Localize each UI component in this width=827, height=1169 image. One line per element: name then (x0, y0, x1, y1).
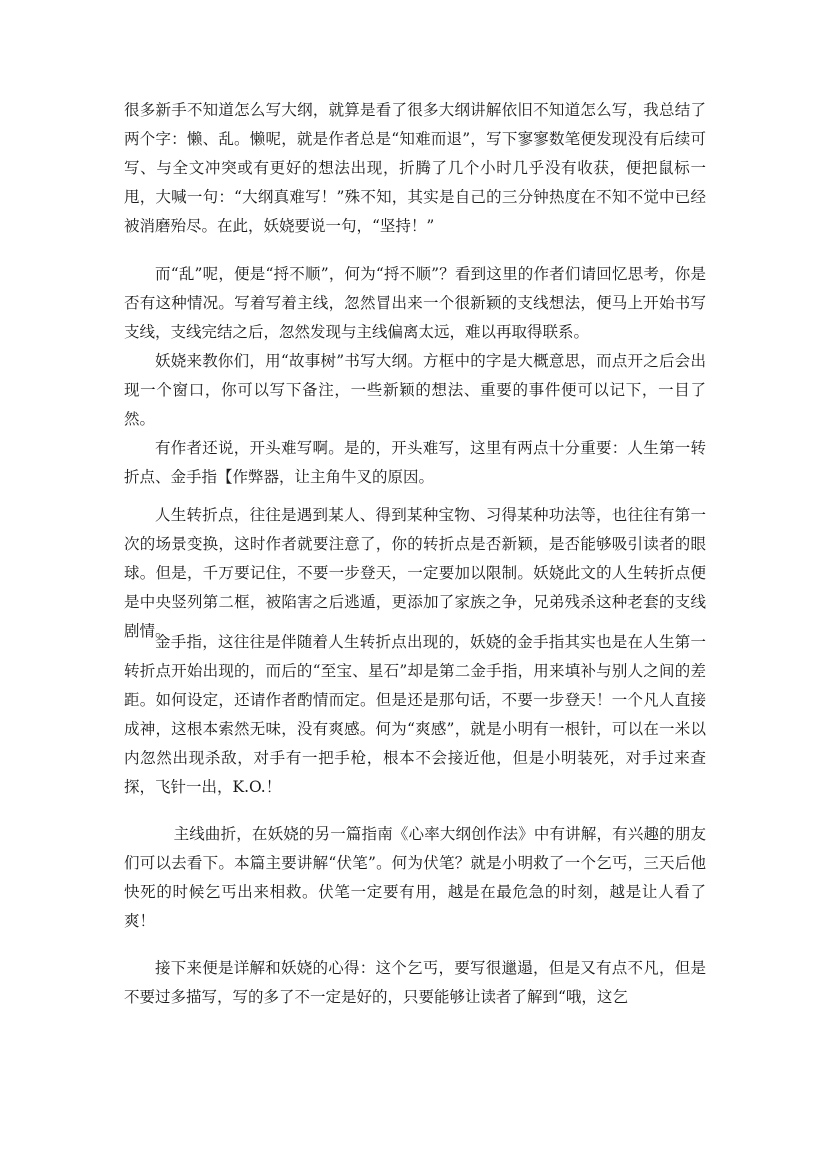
paragraph-intro: 很多新手不知道怎么写大纲，就算是看了很多大纲讲解依旧不知道怎么写，我总结了两个字：懒、乱。懒呢，就是作者总是“知难而退”，写下寥寥数笔便发现没有后续可写、与全文冲突或有更好的想法出现，折腾了几个小时几乎没有收获，便把鼠标一甩，大喊一句：“大纲真难写！”殊不知，其实是自己的三分钟热度在不知不觉中已经被消磨殆尽。在此，妖娆要说一句，“坚持！” (124, 101, 706, 235)
paragraph-disorder: 而“乱”呢，便是“捋不顺”，何为“捋不顺”？看到这里的作者们请回忆思考，你是否有这种情况。写着写着主线，忽然冒出来一个很新颖的支线想法，便马上开始书写支线，支线完结之后，忽然发现与主线偏离太远，难以再取得联系。 (124, 265, 706, 341)
paragraph-golden-finger: 金手指，这往往是伴随着人生转折点出现的，妖娆的金手指其实也是在人生第一转折点开始出现的，而后的“至宝、星石”却是第二金手指，用来填补与别人之间的差距。如何设定，还请作者酌情而定。但是还是那句话，不要一步登天！一个凡人直接成神，这根本索然无味，没有爽感。何为“爽感”，就是小明有一根针，可以在一米以内忽然出现杀敌，对手有一把手枪，根本不会接近他，但是小明装死，对手过来查探，飞针一出，K.O.！ (124, 633, 706, 796)
paragraph-foreshadowing: 主线曲折，在妖娆的另一篇指南《心率大纲创作法》中有讲解，有兴趣的朋友们可以去看下。本篇主要讲解“伏笔”。何为伏笔？就是小明救了一个乞丐，三天后他快死的时候乞丐出来相救。伏笔一定要有用，越是在最危急的时刻，越是让人看了爽！ (124, 825, 706, 930)
paragraph-story-tree: 妖娆来教你们，用“故事树”书写大纲。方框中的字是大概意思，而点开之后会出现一个窗口，你可以写下备注，一些新颖的想法、重要的事件便可以记下，一目了然。 (124, 352, 706, 428)
paragraph-turning-point: 人生转折点，往往是遇到某人、得到某种宝物、习得某种功法等，也往往有第一次的场景变换，这时作者就要注意了，你的转折点是否新颖，是否能够吸引读者的眼球。但是，千万要记住，不要一步登天，一定要加以限制。妖娆此文的人生转折点便是中央竖列第二框，被陷害之后逃遁，更添加了家族之争，兄弟残杀这种老套的支线剧情。 (124, 506, 706, 640)
paragraph-details: 接下来便是详解和妖娆的心得：这个乞丐，要写很邋遢，但是又有点不凡，但是不要过多描写，写的多了不一定是好的，只要能够让读者了解到“哦，这乞 (124, 959, 706, 1006)
paragraph-opening: 有作者还说，开头难写啊。是的，开头难写，这里有两点十分重要：人生第一转折点、金手指【作弊器，让主角牛叉的原因。 (124, 439, 706, 486)
